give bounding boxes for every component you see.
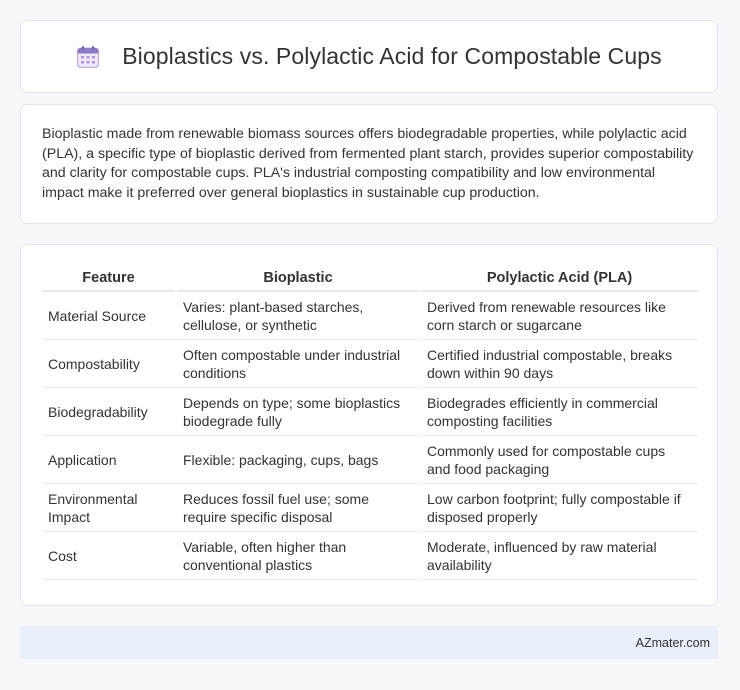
footer-bar <box>20 626 718 659</box>
pla-cell: Low carbon footprint; fully compostable if disposed properly <box>421 484 698 532</box>
header-bioplastic: Bioplastic <box>177 265 419 292</box>
table-row <box>42 436 698 484</box>
feature-cell: Compostability <box>42 340 175 388</box>
bioplastic-cell: Often compostable under industrial conditions <box>177 340 419 388</box>
pla-cell: Biodegrades efficiently in commercial composting facilities <box>421 388 698 436</box>
calendar-icon <box>76 45 100 69</box>
table-row <box>42 340 698 388</box>
bioplastic-cell: Depends on type; some bioplastics biodegrade fully <box>177 388 419 436</box>
intro-paragraph: Bioplastic made from renewable biomass sources offers biodegradable properties, while polylactic acid (PLA), a specific type of bioplastic derived from fermented plant starch, provides superior compostability and clarity for compostable cups. PLA's industrial composting compatibility and low environmental impact make it preferred over general bioplastics in sustainable cup production. <box>42 126 694 201</box>
footer-site-link[interactable]: AZmater.com <box>635 635 710 650</box>
table-row <box>42 532 698 580</box>
header-feature: Feature <box>42 265 175 292</box>
pla-cell: Derived from renewable resources like corn starch or sugarcane <box>421 292 698 340</box>
table-header-row <box>42 265 698 292</box>
comparison-card <box>20 244 718 606</box>
feature-cell: Application <box>42 436 175 484</box>
header-pla: Polylactic Acid (PLA) <box>421 265 698 292</box>
bioplastic-cell: Flexible: packaging, cups, bags <box>177 436 419 484</box>
feature-cell: Cost <box>42 532 175 580</box>
bioplastic-cell: Variable, often higher than conventional plastics <box>177 532 419 580</box>
comparison-table <box>40 265 700 580</box>
table-row <box>42 292 698 340</box>
bioplastic-cell: Varies: plant-based starches, cellulose, or synthetic <box>177 292 419 340</box>
table-row <box>42 388 698 436</box>
bioplastic-cell: Reduces fossil fuel use; some require specific disposal <box>177 484 419 532</box>
page-title: Bioplastics vs. Polylactic Acid for Compostable Cups <box>122 43 662 69</box>
pla-cell: Certified industrial compostable, breaks down within 90 days <box>421 340 698 388</box>
table-row <box>42 484 698 532</box>
feature-cell: Biodegradability <box>42 388 175 436</box>
pla-cell: Moderate, influenced by raw material availability <box>421 532 698 580</box>
feature-cell: Material Source <box>42 292 175 340</box>
intro-card <box>20 104 718 224</box>
feature-cell: Environmental Impact <box>42 484 175 532</box>
pla-cell: Commonly used for compostable cups and food packaging <box>421 436 698 484</box>
title-card <box>20 20 718 93</box>
